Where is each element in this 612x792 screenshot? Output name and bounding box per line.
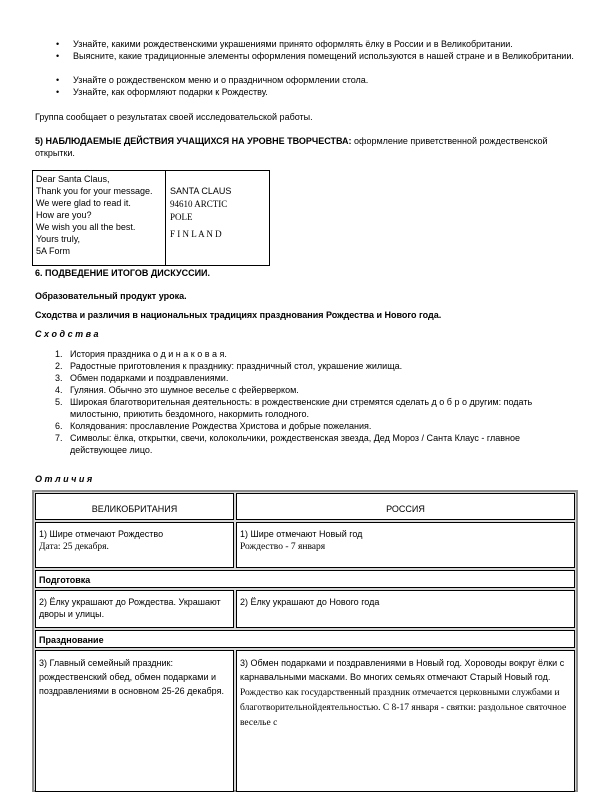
bullet-item: • Узнайте, как оформляют подарки к Рождеству. — [56, 87, 268, 97]
table-row1-russia: 1) Шире отмечают Новый год Рождество - 7 января — [236, 522, 575, 568]
card-letter-line: How are you? — [36, 210, 92, 220]
table-subheader-celebration: Празднование — [35, 630, 575, 648]
similarity-item: 1. История праздника о д и н а к о в а я. — [55, 349, 227, 359]
section5-text: оформление приветственной рождественской открытки. — [35, 136, 548, 158]
card-address-line: 94610 ARCTIC — [170, 199, 228, 209]
table-row1-uk: 1) Шире отмечают Рождество Дата: 25 декабря. — [35, 522, 234, 568]
card-address-line: SANTA CLAUS — [170, 186, 232, 196]
table-row2-uk: 2) Ёлку украшают до Рождества. Украшают дворы и улицы. — [35, 590, 234, 628]
similarity-item: 6. Колядования: прославление Рождества Христова и добрые пожелания. — [55, 421, 372, 431]
card-letter-line: Thank you for your message. — [36, 186, 153, 196]
similarity-item: 3. Обмен подарками и поздравлениями. — [55, 373, 229, 383]
card-letter-line: We wish you all the best. — [36, 222, 136, 232]
task-bullet-list — [56, 38, 583, 98]
section5-paragraph — [35, 135, 575, 159]
section5-heading: 5) НАБЛЮДАЕМЫЕ ДЕЙСТВИЯ УЧАЩИХСЯ НА УРОВНЕ ТВОРЧЕСТВА: — [35, 136, 352, 146]
bullet-item: • Узнайте, какими рождественскими украшениями принято оформлять ёлку в России и в Великобритании. — [56, 39, 513, 49]
table-row2-russia: 2) Ёлку украшают до Нового года — [236, 590, 575, 628]
table-header-russia: РОССИЯ — [236, 493, 575, 520]
table-subheader-preparation: Подготовка — [35, 570, 575, 588]
similarity-item: 2. Радостные приготовления к празднику: праздничный стол, украшение жилища. — [55, 361, 403, 371]
card-letter-box — [32, 170, 166, 266]
card-letter-line: Yours truly, — [36, 234, 81, 244]
product-heading: Образовательный продукт урока. — [35, 291, 187, 301]
table-row3-uk: 3) Главный семейный праздник: рождественский обед, обмен подарками и поздравлениями в основном 25-26 декабря. — [35, 650, 234, 792]
card-letter-line: We were glad to read it. — [36, 198, 131, 208]
similarities-list — [55, 348, 575, 456]
bullet-item: • Узнайте о рождественском меню и о праздничном оформлении стола. — [56, 75, 369, 85]
bullet-item: • Выясните, какие традиционные элементы оформления помещений используются в нашей стране и в Великобритании. — [56, 51, 574, 61]
similarity-item: 5. Широкая благотворительная деятельность: в рождественские дни стремятся сделать д о б р о другим: подать милостыню, приютить бездомного, накормить голодного. — [55, 397, 533, 419]
similarities-heading: Сходства и различия в национальных традициях празднования Рождества и Нового года. — [35, 310, 442, 320]
table-row3-russia: 3) Обмен подарками и поздравлениями в Новый год. Хороводы вокруг ёлки с карнавальными масками. Во многих семьях отмечают Старый Новый год. Рождество как государственный праздник отмечается церковными службами и благотворительнойдеятельностью. С 8-17 января - святки: раздольное святочное веселье с — [236, 650, 575, 792]
table-header-uk: ВЕЛИКОБРИТАНИЯ — [35, 493, 234, 520]
card-letter-line: Dear Santa Claus, — [36, 174, 110, 184]
card-address-line: F I N L A N D — [170, 229, 222, 239]
card-letter-line: 5A Form — [36, 246, 71, 256]
card-address-box — [165, 170, 270, 266]
similarity-item: 7. Символы: ёлка, открытки, свечи, колокольчики, рождественская звезда, Дед Мороз / Санта Клаус - главное действующее лицо. — [55, 433, 521, 455]
section6-heading: 6. ПОДВЕДЕНИЕ ИТОГОВ ДИСКУССИИ. — [35, 268, 211, 278]
differences-label: О т л и ч и я — [35, 474, 93, 484]
similarities-label: С х о д с т в а — [35, 329, 99, 339]
group-report-text: Группа сообщает о результатах своей исследовательской работы. — [35, 112, 313, 122]
card-address-line: POLE — [170, 212, 193, 222]
similarity-item: 4. Гуляния. Обычно это шумное веселье с фейерверком. — [55, 385, 299, 395]
